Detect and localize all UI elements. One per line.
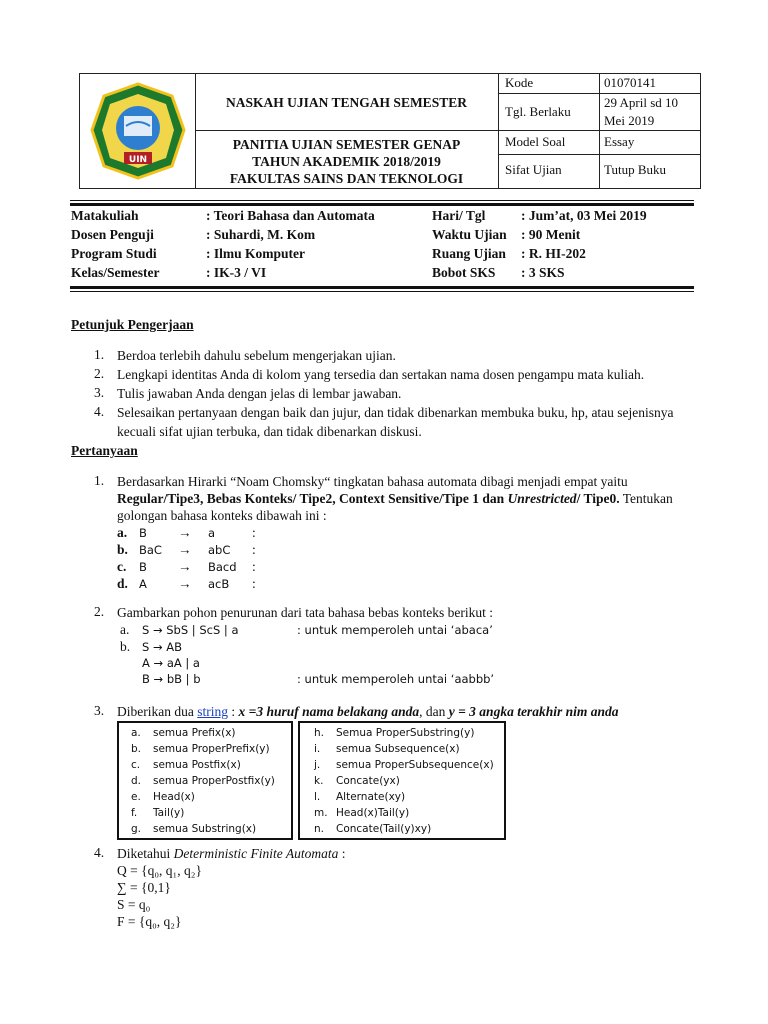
university-logo — [86, 78, 190, 184]
q1-item-key: a. — [117, 525, 128, 540]
right-option — [314, 806, 409, 821]
logo-text: UIN — [128, 155, 148, 165]
option-key: g. — [131, 823, 142, 835]
divider-bottom — [70, 291, 694, 292]
question-model-value: Essay — [604, 134, 635, 149]
option-key: a. — [131, 727, 141, 739]
instruction-number: 3. — [94, 385, 105, 400]
day-value: : Jum’at, 03 Mei 2019 — [521, 208, 647, 223]
q1-item-key: d. — [117, 576, 128, 591]
q1-item-rhs: a — [208, 526, 216, 540]
q1-italic: Unrestricted — [507, 491, 577, 506]
q4-states: Q = {q₀, q₁, q₂} — [117, 863, 202, 878]
option-key: c. — [131, 759, 141, 771]
q4-pre: Diketahui — [117, 846, 174, 861]
left-option — [131, 758, 241, 773]
right-option — [314, 790, 405, 805]
q4-final-states: F = {q₀, q₂} — [117, 914, 182, 929]
q3-line — [117, 703, 618, 720]
option-text: Tail(y) — [153, 807, 185, 819]
question-number: 1. — [94, 473, 105, 488]
instruction-item-continued: kecuali sifat ujian terbuka, dan tidak dibenarkan diskusi. — [117, 424, 422, 439]
q2-b-rule-2: A → aA | a — [142, 656, 200, 670]
q3-and: , dan — [419, 704, 449, 719]
left-option — [131, 774, 275, 789]
right-option — [314, 822, 431, 837]
class-value: : IK-3 / VI — [206, 265, 267, 280]
q2-b-key: b. — [120, 639, 131, 654]
instruction-number: 4. — [94, 404, 105, 419]
option-text: semua Substring(x) — [153, 823, 257, 835]
option-text: semua Subsequence(x) — [336, 743, 460, 755]
q1-tail: Tentukan — [619, 491, 673, 506]
left-option — [131, 806, 184, 821]
string-link[interactable]: string — [197, 704, 228, 719]
q1-item-lhs: BaC — [139, 543, 162, 557]
option-text: Concate(Tail(y)xy) — [336, 823, 432, 835]
q1-item-key: b. — [117, 542, 128, 557]
valid-date-line-2: Mei 2019 — [604, 113, 655, 128]
q2-b-note: : untuk memperoleh untai ‘aabbb’ — [297, 672, 495, 686]
left-option — [131, 790, 195, 805]
q1-item-colon: : — [252, 542, 256, 557]
duration-label: Waktu Ujian — [432, 227, 507, 242]
committee-line-2: TAHUN AKADEMIK 2018/2019 — [252, 154, 441, 169]
left-option — [131, 726, 236, 741]
left-option — [131, 742, 270, 757]
committee-line-3: FAKULTAS SAINS DAN TEKNOLOGI — [229, 171, 464, 186]
q4-start-state: S = q₀ — [117, 897, 151, 912]
committee-line-1: PANITIA UJIAN SEMESTER GENAP — [232, 137, 461, 152]
right-option — [314, 726, 474, 741]
q1-line-3: golongan bahasa konteks dibawah ini : — [117, 508, 327, 523]
q2-b-rule-3: B → bB | b — [142, 672, 201, 686]
option-text: semua ProperPostfix(y) — [153, 775, 275, 787]
q3-y-definition: y = 3 angka terakhir nim anda — [448, 704, 619, 719]
option-key: f. — [131, 807, 138, 819]
option-key: e. — [131, 791, 141, 803]
instruction-number: 2. — [94, 366, 105, 381]
q4-dfa: Deterministic Finite Automata — [173, 846, 339, 861]
option-text: Head(x) — [153, 791, 195, 803]
valid-date-label: Tgl. Berlaku — [505, 104, 571, 119]
course-value: : Teori Bahasa dan Automata — [206, 208, 375, 223]
option-key: n. — [314, 823, 324, 835]
exam-title: NASKAH UJIAN TENGAH SEMESTER — [226, 95, 467, 110]
arrow-icon: → — [178, 542, 192, 557]
instructions-heading: Petunjuk Pengerjaan — [71, 317, 194, 332]
q2-a-rule: S → SbS | ScS | a — [142, 623, 239, 637]
q3-pre: Diberikan dua — [117, 704, 198, 719]
examiner-label: Dosen Penguji — [71, 227, 154, 242]
q1-item-colon: : — [252, 559, 256, 574]
right-option — [314, 742, 460, 757]
credits-value: : 3 SKS — [521, 265, 565, 280]
arrow-icon: → — [178, 559, 192, 574]
class-label: Kelas/Semester — [71, 265, 160, 280]
q4-alphabet: ∑ = {0,1} — [117, 880, 171, 895]
divider-bottom-thick — [70, 286, 694, 289]
program-value: : Ilmu Komputer — [206, 246, 305, 261]
q1-item-rhs: abC — [208, 543, 231, 557]
option-text: semua Postfix(x) — [153, 759, 241, 771]
arrow-icon: → — [178, 525, 192, 540]
exam-type-value: Tutup Buku — [604, 162, 667, 177]
q1-item-lhs: B — [139, 560, 147, 574]
header-table — [79, 73, 701, 189]
q3-x-definition: x =3 huruf nama belakang anda — [238, 704, 420, 719]
instruction-item: Berdoa terlebih dahulu sebelum mengerjakan ujian. — [117, 348, 396, 363]
q2-a-note: : untuk memperoleh untai ‘abaca’ — [297, 623, 493, 637]
q3-mid: : — [228, 704, 239, 719]
option-key: m. — [314, 807, 328, 819]
q1-item-lhs: B — [139, 526, 147, 540]
q2-b-rule-1: S → AB — [142, 640, 183, 654]
q1-item-rhs: Bacd — [208, 560, 237, 574]
option-key: d. — [131, 775, 142, 787]
question-number: 2. — [94, 604, 105, 619]
option-key: k. — [314, 775, 324, 787]
instruction-item: Selesaikan pertanyaan dengan baik dan jujur, dan tidak dibenarkan membuka buku, hp, atau sejenisnya — [117, 405, 674, 420]
code-label: Kode — [505, 75, 534, 90]
q1-item-rhs: acB — [208, 577, 230, 591]
q1-line-1: Berdasarkan Hirarki “Noam Chomsky“ tingkatan bahasa automata dibagi menjadi empat yaitu — [117, 474, 628, 489]
instruction-number: 1. — [94, 347, 105, 362]
questions-heading: Pertanyaan — [71, 443, 138, 458]
instruction-item: Lengkapi identitas Anda di kolom yang tersedia dan sertakan nama dosen pengampu mata kuliah. — [117, 367, 645, 382]
valid-date-line-1: 29 April sd 10 — [604, 95, 679, 110]
question-model-label: Model Soal — [505, 134, 566, 149]
arrow-icon: → — [178, 576, 192, 591]
question-number: 3. — [94, 703, 105, 718]
duration-value: : 90 Menit — [521, 227, 581, 242]
credits-label: Bobot SKS — [432, 265, 496, 280]
option-text: semua ProperSubsequence(x) — [336, 759, 494, 771]
option-text: semua ProperPrefix(y) — [153, 743, 270, 755]
question-number: 4. — [94, 845, 105, 860]
q1-item-key: c. — [117, 559, 127, 574]
option-text: Alternate(xy) — [336, 791, 406, 803]
option-text: Concate(yx) — [336, 775, 400, 787]
room-value: : R. HI-202 — [521, 246, 586, 261]
q1-bold-2: / Tipe0. — [576, 491, 620, 506]
option-text: Semua ProperSubstring(y) — [336, 727, 475, 739]
q4-post: : — [338, 846, 346, 861]
q1-item-colon: : — [252, 525, 256, 540]
option-key: j. — [314, 759, 321, 771]
q4-line — [117, 845, 346, 862]
option-key: l. — [314, 791, 321, 803]
left-option — [131, 822, 256, 837]
code-value: 01070141 — [604, 75, 656, 90]
exam-type-label: Sifat Ujian — [505, 162, 562, 177]
course-label: Matakuliah — [71, 208, 139, 223]
option-text: semua Prefix(x) — [153, 727, 236, 739]
day-label: Hari/ Tgl — [432, 208, 486, 223]
room-label: Ruang Ujian — [432, 246, 506, 261]
right-option — [314, 758, 494, 773]
q1-item-colon: : — [252, 576, 256, 591]
q1-line-2 — [117, 490, 673, 507]
q2-a-key: a. — [120, 622, 130, 637]
option-key: b. — [131, 743, 142, 755]
examiner-value: : Suhardi, M. Kom — [206, 227, 316, 242]
option-key: h. — [314, 727, 324, 739]
instruction-item: Tulis jawaban Anda dengan jelas di lembar jawaban. — [117, 386, 402, 401]
program-label: Program Studi — [71, 246, 157, 261]
q1-item-lhs: A — [139, 577, 147, 591]
q1-bold: Regular/Tipe3, Bebas Konteks/ Tipe2, Context Sensitive/Tipe 1 dan — [117, 491, 508, 506]
q2-line-1: Gambarkan pohon penurunan dari tata bahasa bebas konteks berikut : — [117, 605, 494, 620]
option-text: Head(x)Tail(y) — [336, 807, 410, 819]
option-key: i. — [314, 743, 321, 755]
divider-top — [70, 200, 694, 201]
right-option — [314, 774, 400, 789]
